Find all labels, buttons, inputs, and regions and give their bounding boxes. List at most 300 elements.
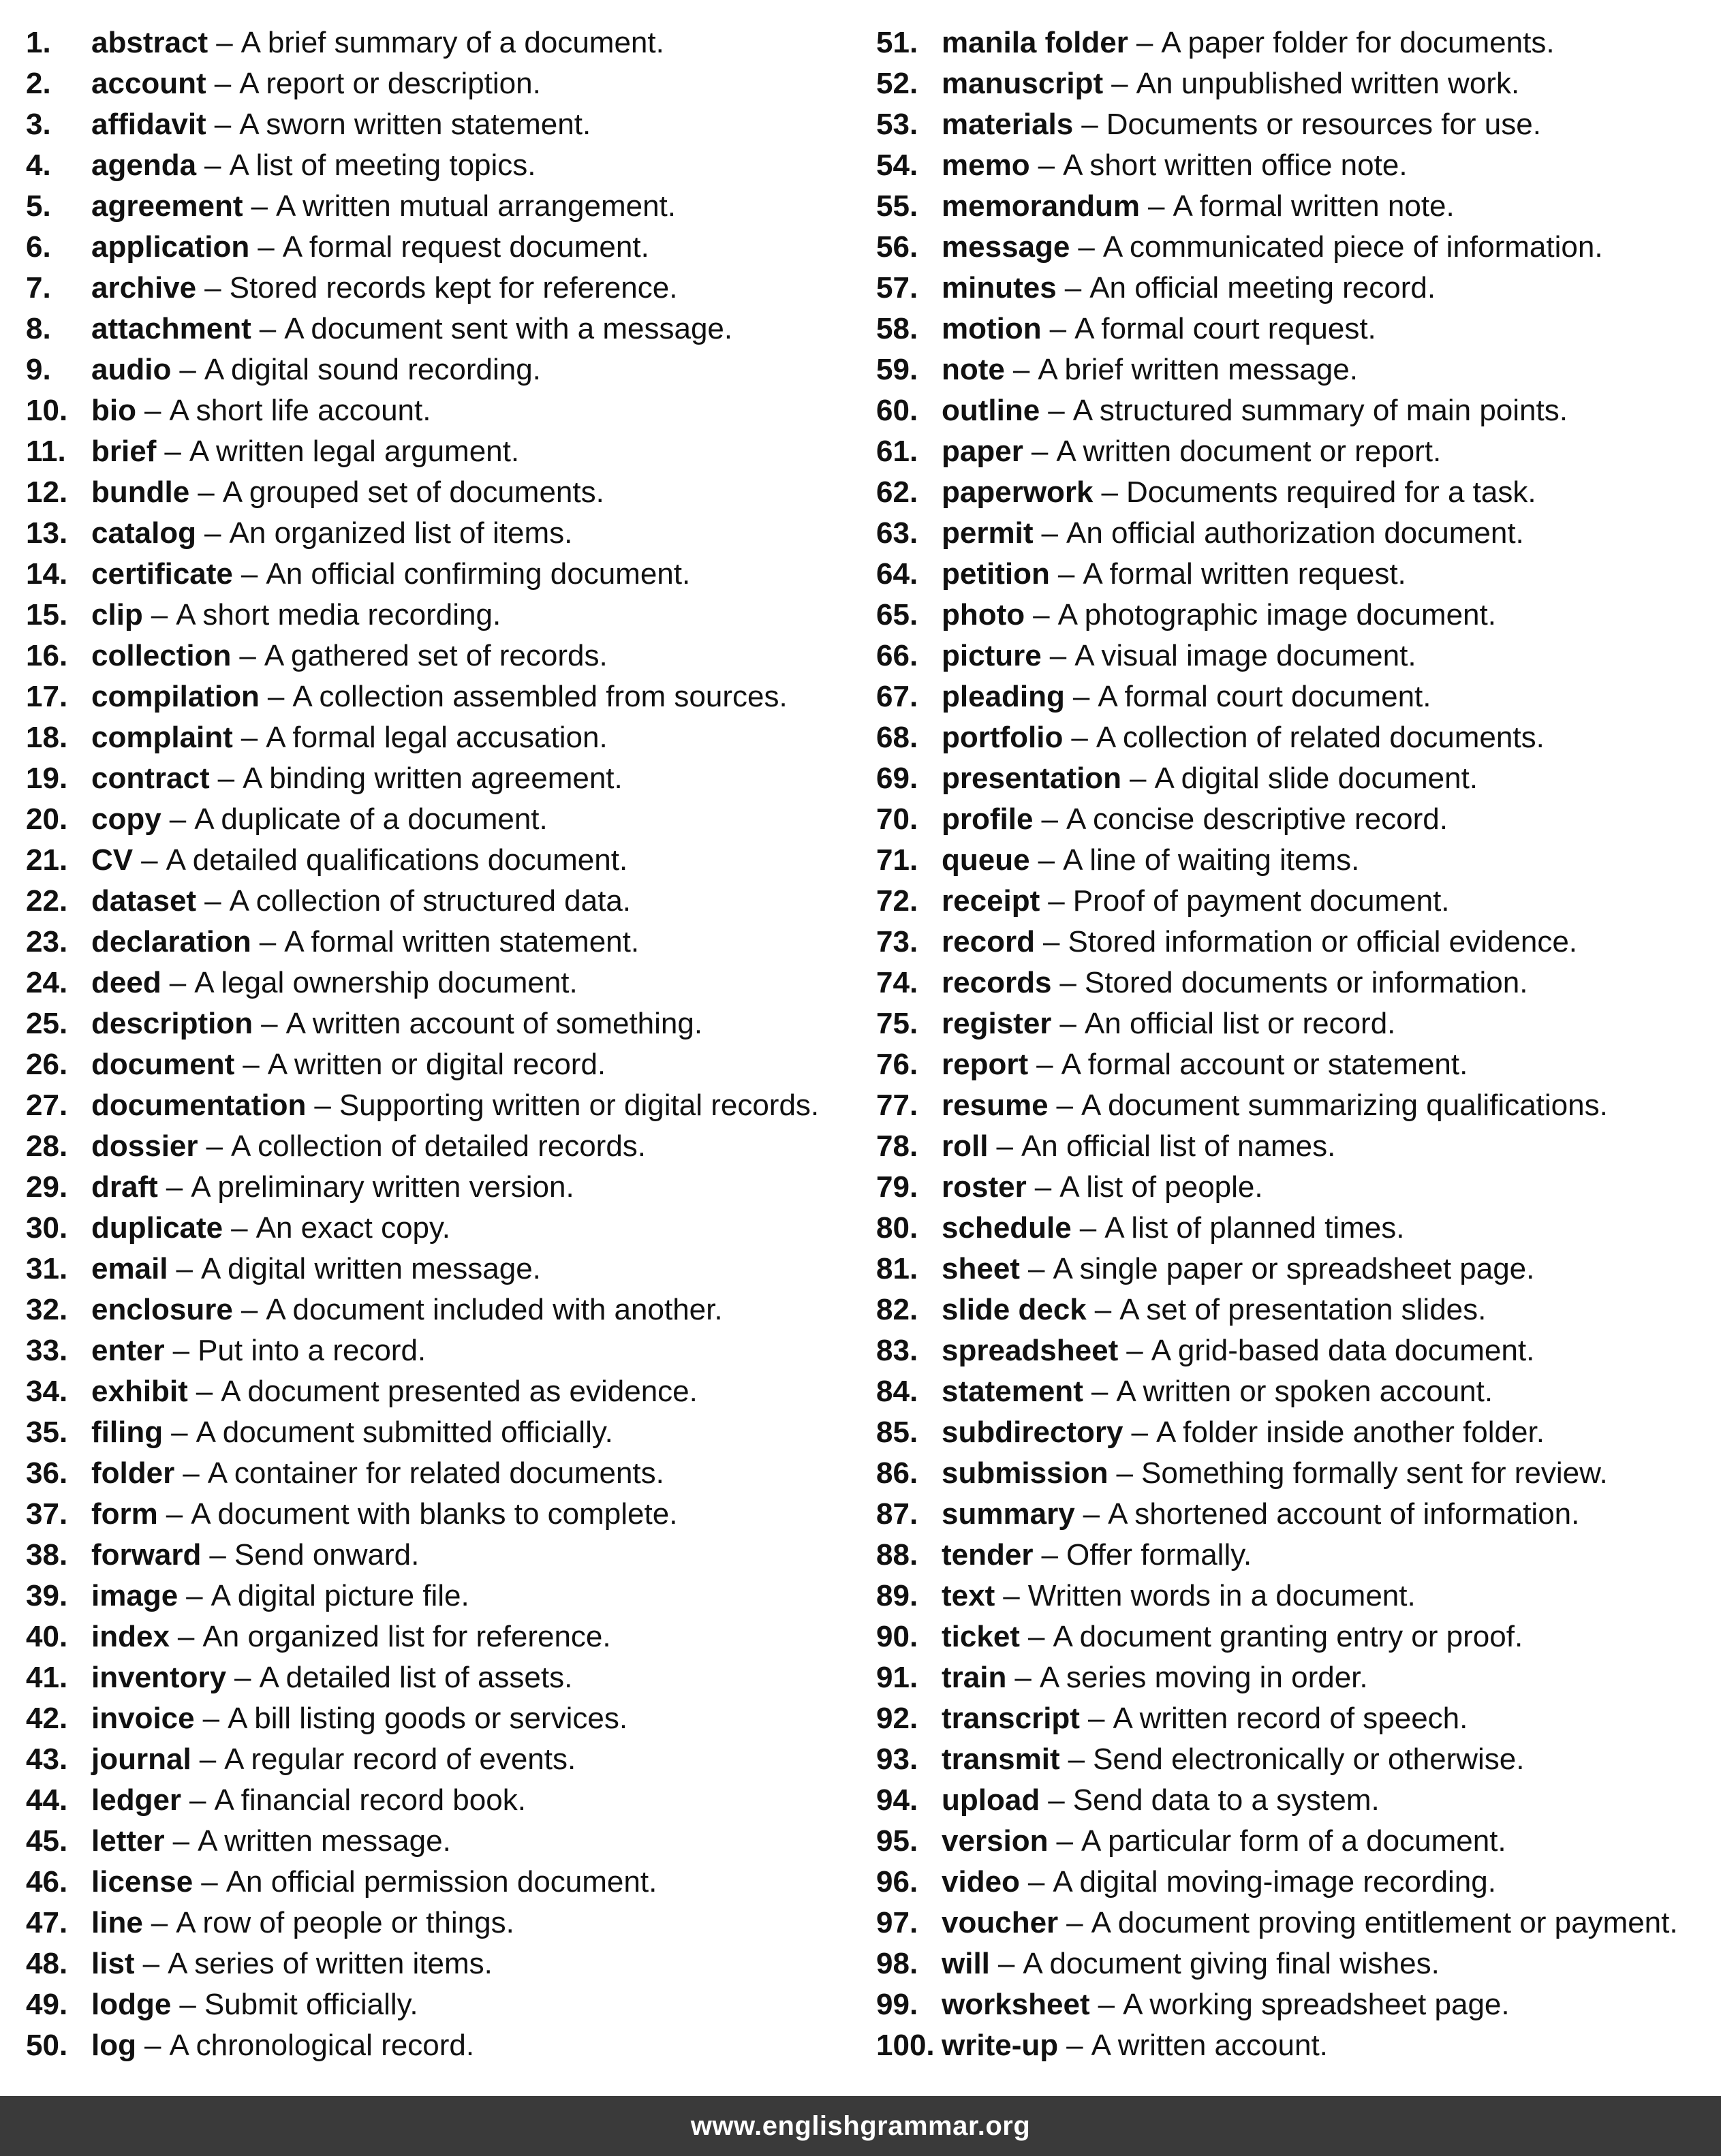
item-term: line	[91, 1906, 143, 1939]
item-number: 92.	[876, 1702, 918, 1735]
item-dash: –	[183, 1456, 200, 1490]
item-number: 26.	[26, 1048, 68, 1081]
item-definition: A document sent with a message.	[284, 312, 733, 345]
item-definition: A structured summary of main points.	[1072, 394, 1568, 427]
item-number: 64.	[876, 557, 918, 591]
list-item	[876, 1371, 1714, 1412]
item-definition: A particular form of a document.	[1081, 1824, 1506, 1858]
item-number: 42.	[26, 1702, 68, 1735]
list-item	[876, 1657, 1714, 1698]
list-item	[26, 22, 850, 63]
item-definition: A collection assembled from sources.	[292, 680, 788, 713]
item-definition: A digital moving-image recording.	[1053, 1865, 1496, 1899]
list-item	[876, 1330, 1714, 1371]
list-item	[876, 881, 1714, 922]
item-definition: A communicated piece of information.	[1102, 230, 1603, 264]
item-dash: –	[996, 1129, 1013, 1163]
list-item	[26, 922, 850, 963]
item-definition: Stored documents or information.	[1084, 966, 1528, 999]
item-definition: A document with blanks to complete.	[191, 1497, 678, 1531]
item-definition: A gathered set of records.	[264, 639, 608, 672]
list-item	[876, 186, 1714, 227]
item-number: 22.	[26, 884, 68, 918]
item-number: 8.	[26, 312, 51, 345]
item-dash: –	[196, 1375, 213, 1408]
item-definition: A line of waiting items.	[1063, 843, 1360, 877]
list-item	[876, 1249, 1714, 1290]
list-item	[876, 1003, 1714, 1044]
item-definition: A folder inside another folder.	[1156, 1416, 1545, 1449]
item-number: 59.	[876, 353, 918, 386]
list-item	[26, 1249, 850, 1290]
item-definition: An organized list of items.	[229, 516, 573, 550]
item-term: photo	[942, 598, 1025, 631]
item-term: declaration	[91, 925, 251, 958]
item-number: 56.	[876, 230, 918, 264]
item-dash: –	[142, 1947, 160, 1980]
item-definition: A bill listing goods or services.	[228, 1702, 628, 1735]
item-number: 31.	[26, 1252, 68, 1285]
item-term: duplicate	[91, 1211, 223, 1245]
item-definition: A regular record of events.	[224, 1743, 576, 1776]
item-dash: –	[1038, 843, 1055, 877]
item-dash: –	[1147, 189, 1165, 223]
list-item	[876, 1903, 1714, 1943]
item-term: train	[942, 1661, 1007, 1694]
item-dash: –	[169, 802, 187, 836]
item-dash: –	[1087, 1702, 1105, 1735]
item-definition: A written message.	[198, 1824, 451, 1858]
item-number: 85.	[876, 1416, 918, 1449]
item-definition: A single paper or spreadsheet page.	[1053, 1252, 1535, 1285]
item-term: text	[942, 1579, 995, 1612]
item-term: minutes	[942, 271, 1057, 304]
item-dash: –	[243, 1048, 260, 1081]
item-dash: –	[1059, 1007, 1076, 1040]
item-definition: Send onward.	[234, 1538, 420, 1572]
item-term: form	[91, 1497, 158, 1531]
item-number: 83.	[876, 1334, 918, 1367]
item-dash: –	[189, 1783, 206, 1817]
item-number: 76.	[876, 1048, 918, 1081]
item-definition: A document presented as evidence.	[221, 1375, 698, 1408]
list-item	[26, 104, 850, 145]
item-definition: An organized list for reference.	[202, 1620, 611, 1653]
list-item	[876, 1780, 1714, 1821]
item-number: 44.	[26, 1783, 68, 1817]
item-term: outline	[942, 394, 1040, 427]
item-definition: A document giving final wishes.	[1023, 1947, 1440, 1980]
item-term: bio	[91, 394, 136, 427]
item-term: presentation	[942, 762, 1122, 795]
item-definition: A list of meeting topics.	[229, 149, 536, 182]
item-dash: –	[171, 1416, 188, 1449]
item-term: slide deck	[942, 1293, 1087, 1326]
item-definition: Send data to a system.	[1072, 1783, 1380, 1817]
item-definition: A visual image document.	[1074, 639, 1416, 672]
item-dash: –	[231, 1211, 248, 1245]
item-term: report	[942, 1048, 1029, 1081]
item-number: 4.	[26, 149, 51, 182]
item-term: will	[942, 1947, 990, 1980]
list-item	[26, 1290, 850, 1330]
list-item	[876, 1208, 1714, 1249]
item-definition: A document submitted officially.	[196, 1416, 613, 1449]
item-dash: –	[1078, 230, 1095, 264]
item-term: collection	[91, 639, 232, 672]
item-dash: –	[204, 884, 221, 918]
list-item	[876, 1576, 1714, 1616]
item-number: 91.	[876, 1661, 918, 1694]
list-item	[876, 104, 1714, 145]
item-definition: A financial record book.	[214, 1783, 526, 1817]
item-definition: A shortened account of information.	[1108, 1497, 1580, 1531]
item-number: 53.	[876, 108, 918, 141]
item-definition: A document included with another.	[266, 1293, 723, 1326]
item-definition: A written mutual arrangement.	[276, 189, 676, 223]
item-number: 20.	[26, 802, 68, 836]
list-item	[26, 1862, 850, 1903]
item-dash: –	[1027, 1252, 1045, 1285]
item-number: 37.	[26, 1497, 68, 1531]
item-term: ledger	[91, 1783, 182, 1817]
item-dash: –	[241, 557, 258, 591]
item-dash: –	[1042, 925, 1060, 958]
item-dash: –	[166, 1497, 183, 1531]
item-term: lodge	[91, 1988, 172, 2021]
item-number: 98.	[876, 1947, 918, 1980]
item-dash: –	[1014, 1661, 1032, 1694]
item-definition: A written document or report.	[1056, 435, 1442, 468]
item-number: 29.	[26, 1170, 68, 1204]
footer-url[interactable]: www.englishgrammar.org	[690, 2110, 1031, 2141]
item-term: motion	[942, 312, 1042, 345]
list-item	[26, 1412, 850, 1453]
item-dash: –	[1111, 67, 1128, 100]
list-item	[26, 227, 850, 268]
list-item	[876, 1453, 1714, 1494]
item-definition: A collection of detailed records.	[231, 1129, 647, 1163]
list-item	[876, 799, 1714, 840]
item-number: 34.	[26, 1375, 68, 1408]
item-number: 41.	[26, 1661, 68, 1694]
item-number: 28.	[26, 1129, 68, 1163]
list-item	[26, 1984, 850, 2025]
item-term: record	[942, 925, 1035, 958]
item-dash: –	[1131, 1416, 1148, 1449]
item-number: 45.	[26, 1824, 68, 1858]
item-dash: –	[1072, 680, 1090, 713]
item-term: video	[942, 1865, 1020, 1899]
list-item	[26, 554, 850, 595]
item-dash: –	[1059, 966, 1076, 999]
item-definition: A list of people.	[1059, 1170, 1263, 1204]
list-item	[876, 1535, 1714, 1576]
item-number: 61.	[876, 435, 918, 468]
item-term: receipt	[942, 884, 1040, 918]
item-definition: A binding written agreement.	[243, 762, 623, 795]
item-term: agreement	[91, 189, 243, 223]
item-definition: A written account.	[1091, 2029, 1328, 2062]
item-definition: A sworn written statement.	[239, 108, 591, 141]
item-dash: –	[164, 435, 181, 468]
item-definition: A written or digital record.	[267, 1048, 606, 1081]
item-term: spreadsheet	[942, 1334, 1119, 1367]
item-term: application	[91, 230, 250, 264]
item-definition: A photographic image document.	[1057, 598, 1496, 631]
list-item	[876, 1167, 1714, 1208]
item-number: 21.	[26, 843, 68, 877]
item-number: 55.	[876, 189, 918, 223]
item-dash: –	[1079, 1211, 1097, 1245]
list-item	[26, 1943, 850, 1984]
item-term: description	[91, 1007, 253, 1040]
item-definition: Offer formally.	[1066, 1538, 1252, 1572]
item-number: 79.	[876, 1170, 918, 1204]
item-dash: –	[217, 762, 235, 795]
item-dash: –	[1048, 1783, 1065, 1817]
item-term: roll	[942, 1129, 989, 1163]
item-term: filing	[91, 1416, 164, 1449]
item-dash: –	[176, 1252, 193, 1285]
item-dash: –	[1048, 394, 1065, 427]
list-item	[876, 390, 1714, 431]
item-number: 36.	[26, 1456, 68, 1490]
item-dash: –	[216, 26, 233, 59]
list-item	[26, 717, 850, 758]
list-item	[26, 1208, 850, 1249]
item-definition: A concise descriptive record.	[1066, 802, 1448, 836]
item-dash: –	[204, 149, 221, 182]
item-number: 33.	[26, 1334, 68, 1367]
item-number: 94.	[876, 1783, 918, 1817]
list-item	[876, 349, 1714, 390]
list-item	[26, 676, 850, 717]
list-item	[26, 349, 850, 390]
item-term: deed	[91, 966, 161, 999]
list-item	[876, 268, 1714, 309]
item-number: 3.	[26, 108, 51, 141]
item-term: tender	[942, 1538, 1034, 1572]
item-term: summary	[942, 1497, 1075, 1531]
item-dash: –	[1049, 639, 1067, 672]
item-term: list	[91, 1947, 135, 1980]
item-definition: A short written office note.	[1063, 149, 1408, 182]
item-dash: –	[239, 639, 256, 672]
item-term: memorandum	[942, 189, 1140, 223]
list-item	[876, 595, 1714, 636]
item-definition: A legal ownership document.	[194, 966, 578, 999]
item-number: 17.	[26, 680, 68, 713]
item-number: 70.	[876, 802, 918, 836]
list-item	[26, 2025, 850, 2066]
list-item	[876, 676, 1714, 717]
item-definition: A detailed list of assets.	[259, 1661, 573, 1694]
item-number: 52.	[876, 67, 918, 100]
item-definition: A brief written message.	[1038, 353, 1358, 386]
item-dash: –	[144, 394, 161, 427]
list-item	[876, 963, 1714, 1003]
item-term: pleading	[942, 680, 1065, 713]
item-dash: –	[1041, 1538, 1058, 1572]
item-definition: A formal written request.	[1083, 557, 1406, 591]
item-number: 86.	[876, 1456, 918, 1490]
item-term: voucher	[942, 1906, 1059, 1939]
item-number: 13.	[26, 516, 68, 550]
item-dash: –	[206, 1129, 223, 1163]
item-number: 74.	[876, 966, 918, 999]
item-definition: An unpublished written work.	[1136, 67, 1520, 100]
item-dash: –	[1049, 312, 1067, 345]
item-dash: –	[259, 312, 277, 345]
item-term: attachment	[91, 312, 251, 345]
item-term: enter	[91, 1334, 165, 1367]
item-term: sheet	[942, 1252, 1020, 1285]
list-item	[26, 840, 850, 881]
item-number: 100.	[876, 2029, 935, 2062]
item-term: clip	[91, 598, 143, 631]
item-term: copy	[91, 802, 161, 836]
item-dash: –	[1116, 1456, 1133, 1490]
item-number: 23.	[26, 925, 68, 958]
item-term: paper	[942, 435, 1023, 468]
item-number: 32.	[26, 1293, 68, 1326]
list-item	[876, 1984, 1714, 2025]
item-term: message	[942, 230, 1070, 264]
item-dash: –	[261, 1007, 278, 1040]
item-number: 58.	[876, 312, 918, 345]
item-definition: An official list of names.	[1021, 1129, 1336, 1163]
list-item	[876, 431, 1714, 472]
item-definition: A preliminary written version.	[191, 1170, 574, 1204]
item-dash: –	[214, 67, 232, 100]
list-item	[876, 309, 1714, 349]
item-dash: –	[1091, 1375, 1108, 1408]
item-dash: –	[179, 1988, 196, 2021]
list-item	[26, 1330, 850, 1371]
list-item	[26, 1903, 850, 1943]
item-number: 75.	[876, 1007, 918, 1040]
item-dash: –	[204, 516, 221, 550]
item-number: 72.	[876, 884, 918, 918]
item-definition: An exact copy.	[255, 1211, 450, 1245]
item-term: draft	[91, 1170, 158, 1204]
item-number: 67.	[876, 680, 918, 713]
item-number: 78.	[876, 1129, 918, 1163]
item-definition: A formal court document.	[1098, 680, 1431, 713]
list-item	[26, 63, 850, 104]
item-definition: Stored records kept for reference.	[229, 271, 678, 304]
item-definition: A document summarizing qualifications.	[1081, 1089, 1608, 1122]
item-number: 68.	[876, 721, 918, 754]
item-definition: A report or description.	[239, 67, 541, 100]
word-list-column-left	[26, 22, 850, 2066]
item-number: 12.	[26, 475, 68, 509]
item-dash: –	[1094, 1293, 1112, 1326]
list-item	[26, 1535, 850, 1576]
item-term: CV	[91, 843, 134, 877]
item-definition: An official permission document.	[226, 1865, 657, 1899]
item-term: subdirectory	[942, 1416, 1123, 1449]
item-definition: A formal written statement.	[284, 925, 640, 958]
list-item	[26, 1167, 850, 1208]
item-term: resume	[942, 1089, 1049, 1122]
item-term: portfolio	[942, 721, 1064, 754]
list-item	[26, 1044, 850, 1085]
item-dash: –	[144, 2029, 161, 2062]
list-item	[876, 1126, 1714, 1167]
list-item	[876, 1616, 1714, 1657]
list-item	[26, 1657, 850, 1698]
item-number: 69.	[876, 762, 918, 795]
item-term: image	[91, 1579, 179, 1612]
item-definition: Send electronically or otherwise.	[1093, 1743, 1525, 1776]
list-item	[876, 2025, 1714, 2066]
item-definition: Submit officially.	[204, 1988, 418, 2021]
item-number: 9.	[26, 353, 51, 386]
item-term: worksheet	[942, 1988, 1090, 2021]
item-number: 60.	[876, 394, 918, 427]
item-number: 40.	[26, 1620, 68, 1653]
item-term: affidavit	[91, 108, 206, 141]
list-item	[876, 840, 1714, 881]
item-dash: –	[204, 271, 221, 304]
list-item	[26, 799, 850, 840]
item-definition: A digital picture file.	[211, 1579, 469, 1612]
list-item	[26, 1453, 850, 1494]
item-term: version	[942, 1824, 1049, 1858]
item-number: 16.	[26, 639, 68, 672]
list-item	[876, 922, 1714, 963]
item-dash: –	[141, 843, 158, 877]
item-term: invoice	[91, 1702, 195, 1735]
item-number: 90.	[876, 1620, 918, 1653]
list-item	[876, 513, 1714, 554]
list-item	[26, 881, 850, 922]
item-term: forward	[91, 1538, 202, 1572]
item-number: 82.	[876, 1293, 918, 1326]
item-term: picture	[942, 639, 1042, 672]
item-term: manuscript	[942, 67, 1104, 100]
item-dash: –	[251, 189, 268, 223]
item-term: manila folder	[942, 26, 1128, 59]
item-dash: –	[179, 353, 196, 386]
item-term: dataset	[91, 884, 197, 918]
list-item	[876, 1044, 1714, 1085]
item-dash: –	[151, 1906, 168, 1939]
item-number: 39.	[26, 1579, 68, 1612]
item-definition: A written legal argument.	[189, 435, 520, 468]
list-item	[26, 1371, 850, 1412]
list-item	[26, 1821, 850, 1862]
item-dash: –	[1048, 884, 1065, 918]
list-item	[876, 1290, 1714, 1330]
list-item	[876, 227, 1714, 268]
list-item	[26, 145, 850, 186]
item-dash: –	[267, 680, 285, 713]
item-term: certificate	[91, 557, 233, 591]
list-item	[876, 145, 1714, 186]
item-definition: A written account of something.	[285, 1007, 703, 1040]
item-definition: A document proving entitlement or payment.	[1091, 1906, 1678, 1939]
list-item	[26, 513, 850, 554]
item-number: 15.	[26, 598, 68, 631]
item-dash: –	[1056, 1089, 1074, 1122]
item-dash: –	[198, 475, 215, 509]
list-item	[876, 1821, 1714, 1862]
item-dash: –	[314, 1089, 331, 1122]
item-dash: –	[1064, 271, 1082, 304]
